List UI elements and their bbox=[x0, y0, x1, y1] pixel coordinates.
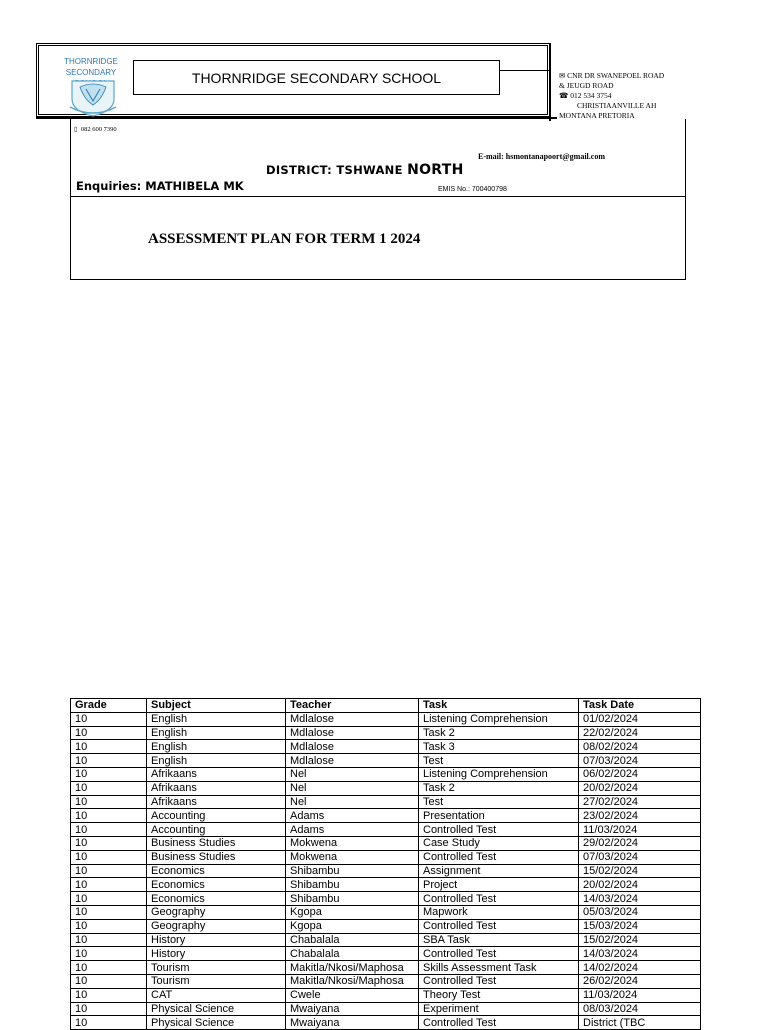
subject-cell: Physical Science bbox=[147, 1016, 286, 1030]
page-title: ASSESSMENT PLAN FOR TERM 1 2024 bbox=[148, 231, 421, 247]
teacher-cell: Nel bbox=[286, 781, 419, 795]
task-cell: Controlled Test bbox=[419, 974, 579, 988]
task-date-cell: 11/03/2024 bbox=[579, 988, 701, 1002]
subject-cell: Accounting bbox=[147, 823, 286, 837]
task-date-cell: 08/03/2024 bbox=[579, 1002, 701, 1016]
teacher-cell: Nel bbox=[286, 795, 419, 809]
subject-cell: Geography bbox=[147, 905, 286, 919]
grade-cell: 10 bbox=[71, 905, 147, 919]
task-cell: Task 2 bbox=[419, 726, 579, 740]
teacher-cell: Chabalala bbox=[286, 947, 419, 961]
task-date-cell: 11/03/2024 bbox=[579, 823, 701, 837]
teacher-cell: Chabalala bbox=[286, 933, 419, 947]
table-row bbox=[71, 1016, 701, 1030]
subject-cell: Afrikaans bbox=[147, 795, 286, 809]
grade-cell: 10 bbox=[71, 740, 147, 754]
task-cell: Presentation bbox=[419, 809, 579, 823]
task-date-cell: 15/02/2024 bbox=[579, 933, 701, 947]
phone-number: 082 600 7390 bbox=[80, 126, 117, 133]
teacher-cell: Adams bbox=[286, 809, 419, 823]
teacher-cell: Adams bbox=[286, 823, 419, 837]
table-row bbox=[71, 919, 701, 933]
assessment-table bbox=[70, 698, 701, 1030]
grade-cell: 10 bbox=[71, 795, 147, 809]
teacher-cell: Mwaiyana bbox=[286, 1002, 419, 1016]
table-row bbox=[71, 1002, 701, 1016]
column-header: Task Date bbox=[579, 699, 701, 713]
task-date-cell: 15/02/2024 bbox=[579, 864, 701, 878]
grade-cell: 10 bbox=[71, 961, 147, 975]
teacher-cell: Mdlalose bbox=[286, 740, 419, 754]
task-date-cell: 01/02/2024 bbox=[579, 712, 701, 726]
task-date-cell: 26/02/2024 bbox=[579, 974, 701, 988]
district-name: DISTRICT: TSHWANE bbox=[266, 163, 403, 177]
table-row bbox=[71, 878, 701, 892]
subject-cell: CAT bbox=[147, 988, 286, 1002]
task-date-cell: 22/02/2024 bbox=[579, 726, 701, 740]
phone-icon: ☎ bbox=[559, 91, 569, 100]
table-body bbox=[71, 712, 701, 1029]
grade-cell: 10 bbox=[71, 712, 147, 726]
task-cell: Task 2 bbox=[419, 781, 579, 795]
task-cell: Theory Test bbox=[419, 988, 579, 1002]
address-line: MONTANA PRETORIA bbox=[559, 111, 635, 120]
grade-cell: 10 bbox=[71, 781, 147, 795]
grade-cell: 10 bbox=[71, 919, 147, 933]
table-row bbox=[71, 712, 701, 726]
grade-cell: 10 bbox=[71, 850, 147, 864]
grade-cell: 10 bbox=[71, 823, 147, 837]
teacher-cell: Mdlalose bbox=[286, 726, 419, 740]
subject-cell: Afrikaans bbox=[147, 767, 286, 781]
teacher-cell: Shibambu bbox=[286, 878, 419, 892]
subject-cell: Economics bbox=[147, 878, 286, 892]
grade-cell: 10 bbox=[71, 892, 147, 906]
subject-cell: Economics bbox=[147, 892, 286, 906]
grade-cell: 10 bbox=[71, 809, 147, 823]
address-line: CNR DR SWANEPOEL ROAD bbox=[567, 71, 665, 80]
task-cell: Controlled Test bbox=[419, 892, 579, 906]
teacher-cell: Makitla/Nkosi/Maphosa bbox=[286, 974, 419, 988]
school-crest-icon bbox=[66, 77, 120, 117]
phone-number: 012 534 3754 bbox=[570, 91, 612, 100]
task-cell: Task 3 bbox=[419, 740, 579, 754]
task-date-cell: 23/02/2024 bbox=[579, 809, 701, 823]
task-cell: Listening Comprehension bbox=[419, 712, 579, 726]
subject-cell: Tourism bbox=[147, 961, 286, 975]
task-date-cell: 27/02/2024 bbox=[579, 795, 701, 809]
task-cell: Mapwork bbox=[419, 905, 579, 919]
grade-cell: 10 bbox=[71, 864, 147, 878]
table-row bbox=[71, 961, 701, 975]
column-header: Grade bbox=[71, 699, 147, 713]
grade-cell: 10 bbox=[71, 754, 147, 768]
teacher-cell: Mdlalose bbox=[286, 754, 419, 768]
teacher-cell: Kgopa bbox=[286, 919, 419, 933]
grade-cell: 10 bbox=[71, 947, 147, 961]
table-row bbox=[71, 740, 701, 754]
address-line: CHRISTIAANVILLE AH bbox=[577, 101, 657, 110]
task-date-cell: 14/03/2024 bbox=[579, 947, 701, 961]
email-address: E-mail: hsmontanapoort@gmail.com bbox=[478, 152, 605, 161]
subject-cell: Geography bbox=[147, 919, 286, 933]
subject-cell: Afrikaans bbox=[147, 781, 286, 795]
task-cell: Case Study bbox=[419, 836, 579, 850]
grade-cell: 10 bbox=[71, 974, 147, 988]
task-cell: Controlled Test bbox=[419, 919, 579, 933]
table-row bbox=[71, 836, 701, 850]
teacher-cell: Shibambu bbox=[286, 864, 419, 878]
task-date-cell: 15/03/2024 bbox=[579, 919, 701, 933]
school-name: THORNRIDGE SECONDARY SCHOOL bbox=[133, 60, 500, 95]
subject-cell: Business Studies bbox=[147, 850, 286, 864]
table-row bbox=[71, 726, 701, 740]
task-cell: Controlled Test bbox=[419, 1016, 579, 1030]
teacher-cell: Mokwena bbox=[286, 836, 419, 850]
subject-cell: English bbox=[147, 740, 286, 754]
task-cell: Skills Assessment Task bbox=[419, 961, 579, 975]
task-cell: Controlled Test bbox=[419, 823, 579, 837]
task-date-cell: District (TBC bbox=[579, 1016, 701, 1030]
district-label bbox=[266, 162, 464, 178]
task-date-cell: 29/02/2024 bbox=[579, 836, 701, 850]
grade-cell: 10 bbox=[71, 1016, 147, 1030]
subject-cell: Accounting bbox=[147, 809, 286, 823]
table-row bbox=[71, 905, 701, 919]
table-row bbox=[71, 767, 701, 781]
task-cell: Listening Comprehension bbox=[419, 767, 579, 781]
task-date-cell: 06/02/2024 bbox=[579, 767, 701, 781]
teacher-cell: Shibambu bbox=[286, 892, 419, 906]
task-cell: Test bbox=[419, 754, 579, 768]
task-date-cell: 05/03/2024 bbox=[579, 905, 701, 919]
task-date-cell: 07/03/2024 bbox=[579, 850, 701, 864]
subject-cell: English bbox=[147, 726, 286, 740]
task-date-cell: 08/02/2024 bbox=[579, 740, 701, 754]
divider bbox=[70, 196, 686, 197]
logo-text: THORNRIDGE SECONDARY bbox=[64, 57, 118, 77]
emis-number: EMIS No.: 700400798 bbox=[438, 186, 507, 193]
table-row bbox=[71, 988, 701, 1002]
table-header-row bbox=[71, 699, 701, 713]
table-row bbox=[71, 781, 701, 795]
teacher-cell: Mokwena bbox=[286, 850, 419, 864]
enquiries-contact: Enquiries: MATHIBELA MK bbox=[76, 179, 244, 193]
task-date-cell: 14/03/2024 bbox=[579, 892, 701, 906]
grade-cell: 10 bbox=[71, 726, 147, 740]
address-line: & JEUGD ROAD bbox=[559, 81, 614, 90]
grade-cell: 10 bbox=[71, 878, 147, 892]
subject-cell: Economics bbox=[147, 864, 286, 878]
task-cell: Controlled Test bbox=[419, 947, 579, 961]
grade-cell: 10 bbox=[71, 933, 147, 947]
task-cell: SBA Task bbox=[419, 933, 579, 947]
grade-cell: 10 bbox=[71, 988, 147, 1002]
subject-cell: English bbox=[147, 712, 286, 726]
subject-cell: Business Studies bbox=[147, 836, 286, 850]
table-row bbox=[71, 864, 701, 878]
table-row bbox=[71, 892, 701, 906]
district-region: NORTH bbox=[407, 162, 464, 178]
teacher-cell: Nel bbox=[286, 767, 419, 781]
grade-cell: 10 bbox=[71, 767, 147, 781]
table-row bbox=[71, 754, 701, 768]
table-row bbox=[71, 795, 701, 809]
grade-cell: 10 bbox=[71, 836, 147, 850]
task-cell: Assignment bbox=[419, 864, 579, 878]
grade-cell: 10 bbox=[71, 1002, 147, 1016]
subject-cell: English bbox=[147, 754, 286, 768]
task-cell: Experiment bbox=[419, 1002, 579, 1016]
teacher-cell: Makitla/Nkosi/Maphosa bbox=[286, 961, 419, 975]
table-row bbox=[71, 947, 701, 961]
table-row bbox=[71, 850, 701, 864]
subject-cell: Tourism bbox=[147, 974, 286, 988]
task-cell: Project bbox=[419, 878, 579, 892]
column-header: Teacher bbox=[286, 699, 419, 713]
subject-cell: History bbox=[147, 933, 286, 947]
header-divider bbox=[549, 43, 551, 121]
address-block bbox=[559, 71, 719, 121]
subject-cell: Physical Science bbox=[147, 1002, 286, 1016]
task-date-cell: 20/02/2024 bbox=[579, 781, 701, 795]
divider bbox=[500, 70, 550, 71]
table-row bbox=[71, 809, 701, 823]
teacher-cell: Cwele bbox=[286, 988, 419, 1002]
task-cell: Controlled Test bbox=[419, 850, 579, 864]
info-box bbox=[70, 119, 686, 280]
mail-icon: ✉ bbox=[559, 71, 566, 80]
column-header: Task bbox=[419, 699, 579, 713]
subject-cell: History bbox=[147, 947, 286, 961]
column-header: Subject bbox=[147, 699, 286, 713]
task-date-cell: 07/03/2024 bbox=[579, 754, 701, 768]
teacher-cell: Kgopa bbox=[286, 905, 419, 919]
table-row bbox=[71, 933, 701, 947]
teacher-cell: Mdlalose bbox=[286, 712, 419, 726]
teacher-cell: Mwaiyana bbox=[286, 1016, 419, 1030]
task-date-cell: 20/02/2024 bbox=[579, 878, 701, 892]
task-cell: Test bbox=[419, 795, 579, 809]
phone-icon: ▯ bbox=[74, 126, 78, 133]
table-row bbox=[71, 974, 701, 988]
table-row bbox=[71, 823, 701, 837]
task-date-cell: 14/02/2024 bbox=[579, 961, 701, 975]
